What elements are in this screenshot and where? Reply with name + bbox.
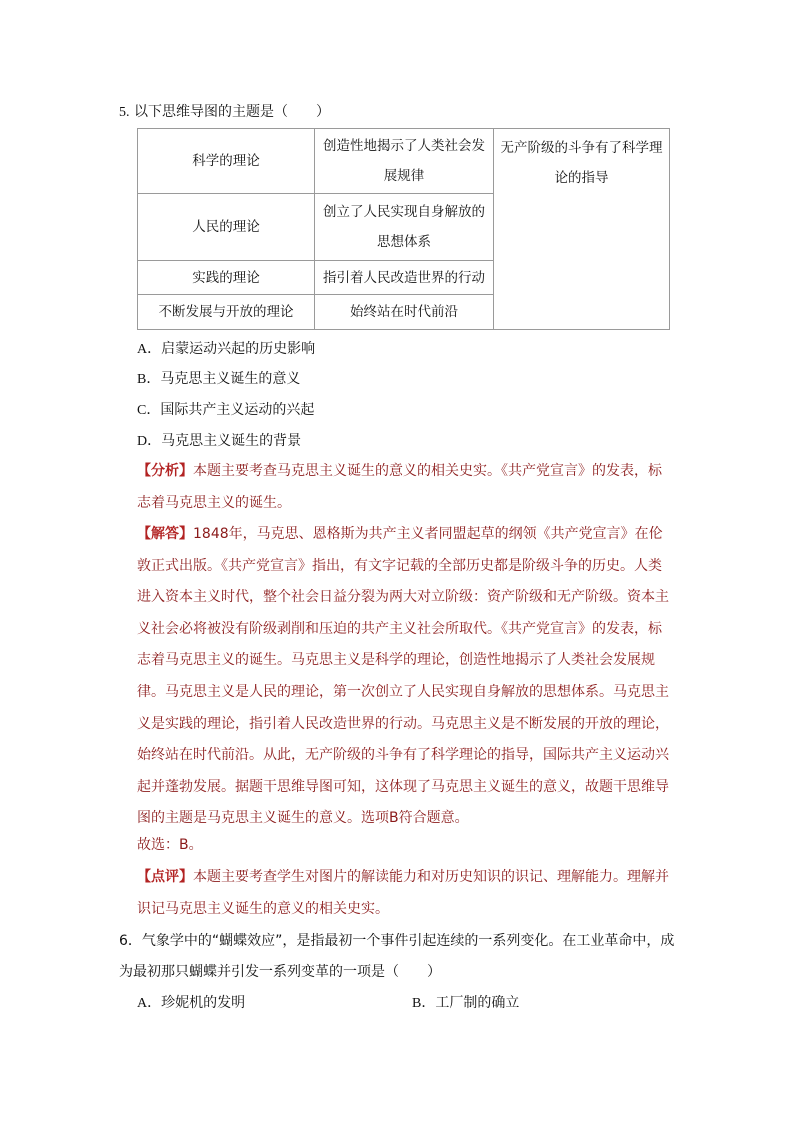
analysis-text: 本题主要考查马克思主义诞生的意义的相关史实。《共产党宣言》的发表，标志着马克思主义的诞生。 <box>137 463 662 511</box>
choice-text: 故选：B。 <box>137 837 203 853</box>
comment-block <box>137 862 675 925</box>
option-letter: C． <box>137 403 161 418</box>
answer-block <box>137 519 675 835</box>
option-text: 启蒙运动兴起的历史影响 <box>161 341 316 357</box>
mind-map-table <box>137 128 670 330</box>
table-cell-mid: 指引着人民改造世界的行动 <box>315 261 494 295</box>
option-text: 马克思主义诞生的意义 <box>160 371 301 387</box>
option-b <box>137 368 300 391</box>
option-letter: B． <box>137 372 161 387</box>
table-cell-left: 人民的理论 <box>138 194 315 261</box>
option-letter: A． <box>137 342 162 357</box>
table-cell-left: 实践的理论 <box>138 261 315 295</box>
question-text: 气象学中的“蝴蝶效应”，是指最初一个事件引起连续的一系列变化。在工业革命中，成为最初那只蝴蝶并引发一系列变革的一项是（ ） <box>119 933 675 980</box>
option-d <box>137 430 301 453</box>
question-5-title <box>119 101 330 124</box>
table-cell-mid: 始终站在时代前沿 <box>315 295 494 330</box>
analysis-block <box>137 456 675 519</box>
option-letter: D． <box>137 434 162 449</box>
question-number: 5. <box>119 105 130 120</box>
option-text: 马克思主义诞生的背景 <box>161 433 302 449</box>
table-cell-left: 不断发展与开放的理论 <box>138 295 315 330</box>
choice-line <box>137 830 675 862</box>
q6-option-a <box>137 992 245 1015</box>
option-a <box>137 338 315 361</box>
comment-text: 本题主要考查学生对图片的解读能力和对历史知识的识记、理解能力。理解并识记马克思主义诞生的意义的相关史实。 <box>137 869 669 917</box>
table-cell-left: 科学的理论 <box>138 129 315 194</box>
table-cell-mid: 创造性地揭示了人类社会发展规律 <box>315 129 494 194</box>
option-text: 珍妮机的发明 <box>161 995 246 1011</box>
question-6-title <box>119 926 675 988</box>
table-cell-mid: 创立了人民实现自身解放的思想体系 <box>315 194 494 261</box>
answer-tag: 【解答】 <box>137 526 193 542</box>
question-text: 以下思维导图的主题是（ ） <box>133 104 330 120</box>
q6-option-b <box>412 992 519 1015</box>
option-letter: B． <box>412 996 436 1011</box>
analysis-tag: 【分析】 <box>137 463 193 479</box>
option-c <box>137 399 314 422</box>
answer-text: 1848年，马克思、恩格斯为共产主义者同盟起草的纲领《共产党宣言》在伦敦正式出版。《共产党宣言》指出，有文字记载的全部历史都是阶级斗争的历史。人类进入资本主义时代，整个社会日益分裂为两大对立阶级：资产阶级和无产阶级。资本主义社会必将被没有阶级剥削和压迫的共产主义社会所取代。《共产党宣言》的发表，标志着马克思主义的诞生。马克思主义是科学的理论，创造性地揭示了人类社会发展规律。马克思主义是人民的理论，第一次创立了人民实现自身解放的思想体系。马克思主义是实践的理论，指引着人民改造世界的行动。马克思主义是不断发展的开放的理论，始终站在时代前沿。从此，无产阶级的斗争有了科学理论的指导，国际共产主义运动兴起并蓬勃发展。据题干思维导图可知，这体现了马克思主义诞生的意义，故题干思维导图的主题是马克思主义诞生的意义。选项B符合题意。 <box>137 526 669 827</box>
option-text: 工厂制的确立 <box>435 995 520 1011</box>
option-letter: A． <box>137 996 162 1011</box>
option-text: 国际共产主义运动的兴起 <box>160 402 315 418</box>
table-cell-right: 无产阶级的斗争有了科学理论的指导 <box>494 129 670 330</box>
comment-tag: 【点评】 <box>137 869 193 885</box>
question-number: 6． <box>119 933 142 949</box>
